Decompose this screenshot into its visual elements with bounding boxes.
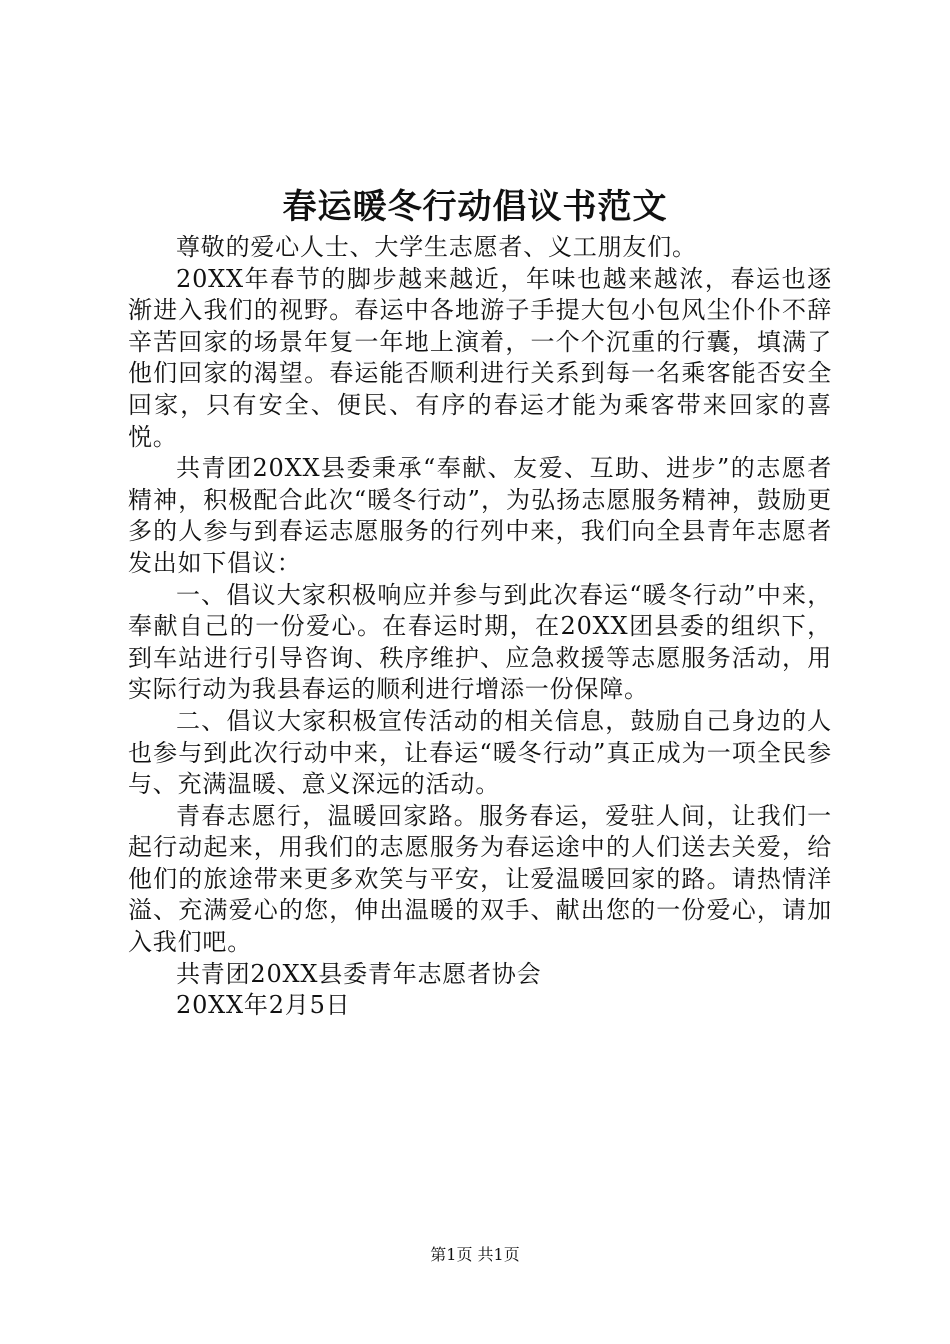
signature-organization: 共青团20XX县委青年志愿者协会 bbox=[176, 959, 542, 988]
salutation: 尊敬的爱心人士、大学生志愿者、义工朋友们。 bbox=[176, 233, 697, 261]
page-footer: 第1页 共1页 bbox=[430, 1245, 520, 1264]
paragraph-proposal-2: 二、倡议大家积极宣传活动的相关信息，鼓励自己身边的人也参与到此次行动中来，让春运“暖冬行动”真正成为一项全民参与、充满温暖、意义深远的活动。 bbox=[128, 706, 832, 799]
paragraph-organizer: 共青团20XX县委秉承“奉献、友爱、互助、进步”的志愿者精神，积极配合此次“暖冬行动”，为弘扬志愿服务精神，鼓励更多的人参与到春运志愿服务的行列中来，我们向全县青年志愿者发出如下倡议： bbox=[128, 454, 832, 577]
paragraph-intro: 20XX年春节的脚步越来越近，年味也越来越浓，春运也逐渐进入我们的视野。春运中各地游子手提大包小包风尘仆仆不辞辛苦回家的场景年复一年地上演着，一个个沉重的行囊，填满了他们回家的渴望。春运能否顺利进行关系到每一名乘客能否安全回家，只有安全、便民、有序的春运才能为乘客带来回家的喜悦。 bbox=[128, 264, 832, 451]
document-title: 春运暖冬行动倡议书范文 bbox=[282, 187, 668, 227]
signature-date: 20XX年2月5日 bbox=[176, 991, 351, 1020]
paragraph-closing: 青春志愿行，温暖回家路。服务春运，爱驻人间，让我们一起行动起来，用我们的志愿服务为春运途中的人们送去关爱，给他们的旅途带来更多欢笑与平安，让爱温暖回家的路。请热情洋溢、充满爱心的您，伸出温暖的双手、献出您的一份爱心，请加入我们吧。 bbox=[128, 801, 832, 957]
paragraph-proposal-1: 一、倡议大家积极响应并参与到此次春运“暖冬行动”中来，奉献自己的一份爱心。在春运时期，在20XX团县委的组织下，到车站进行引导咨询、秩序维护、应急救援等志愿服务活动，用实际行动为我县春运的顺利进行增添一份保障。 bbox=[128, 580, 832, 704]
document-body bbox=[128, 232, 832, 1022]
